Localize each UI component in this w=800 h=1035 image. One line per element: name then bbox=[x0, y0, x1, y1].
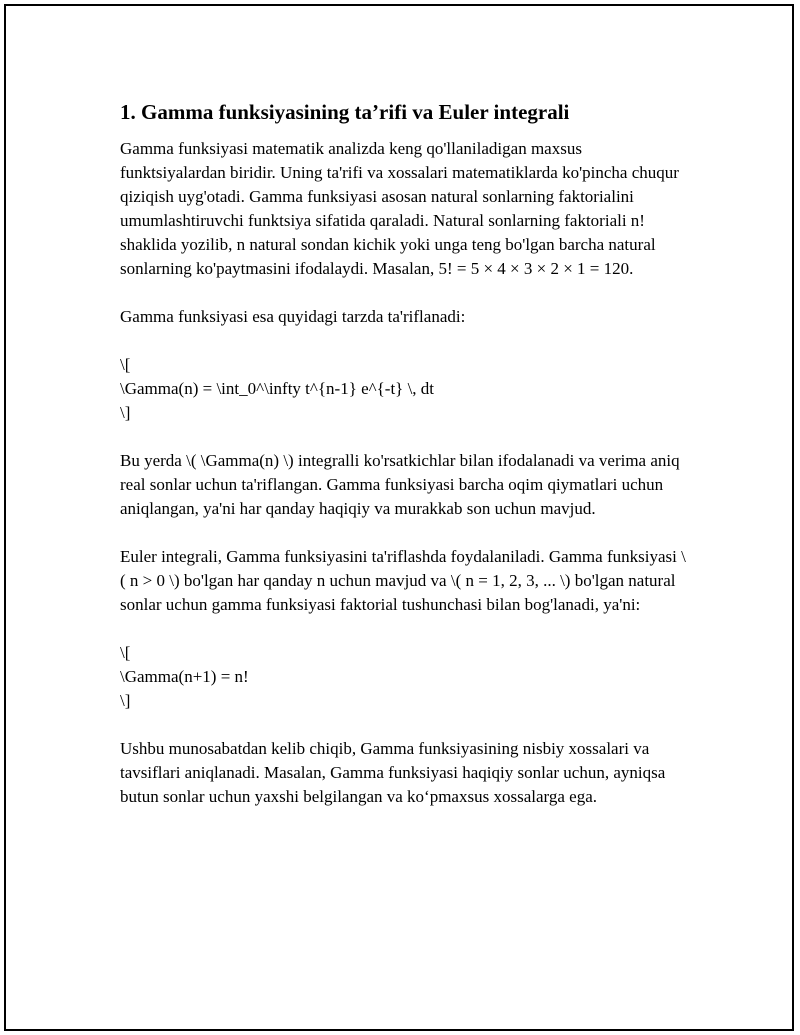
formula-body: \Gamma(n+1) = n! bbox=[120, 667, 249, 686]
formula-close-delimiter: \] bbox=[120, 691, 131, 710]
formula-open-delimiter: \[ bbox=[120, 643, 131, 662]
formula-body: \Gamma(n) = \int_0^\infty t^{n-1} e^{-t} \, dt bbox=[120, 379, 435, 398]
paragraph-explanation: Bu yerda \( \Gamma(n) \) integralli ko'rsatkichlar bilan ifodalanadi va verima aniq real sonlar uchun ta'riflangan. Gamma funksiyasi barcha oqim qiymatlari uchun aniqlangan, ya'ni har qanday haqiqiy va murakkab son uchun mavjud. bbox=[120, 451, 680, 518]
paragraph-euler-integral: Euler integrali, Gamma funksiyasini ta'riflashda foydalaniladi. Gamma funksiyasi \( n > 0 \) bo'lgan har qanday n uchun mavjud va \( n = 1, 2, 3, ... \) bo'lgan natural sonlar uchun gamma funksiyasi faktorial tushunchasi bilan bog'lanadi, ya'ni: bbox=[120, 547, 686, 614]
section-heading: 1. Gamma funksiyasining ta’rifi va Euler integrali bbox=[120, 100, 570, 124]
paragraph-intro: Gamma funksiyasi matematik analizda keng qo'llaniladigan maxsus funktsiyalardan biridir. Uning ta'rifi va xossalari matematiklarda ko'pincha chuqur qiziqish uyg'otadi. Gamma funksiyasi asosan natural sonlarning faktorialini umumlashtiruvchi funktsiya sifatida qaraladi. Natural sonlarning faktoriali n! shaklida yozilib, n natural sondan kichik yoki unga teng bo'lgan barcha natural sonlarning ko'paytmasini ifodalaydi. Masalan, 5! = 5 × 4 × 3 × 2 × 1 = 120. bbox=[120, 139, 679, 278]
formula-gamma-integral bbox=[120, 353, 688, 425]
formula-gamma-factorial bbox=[120, 641, 688, 713]
formula-open-delimiter: \[ bbox=[120, 355, 131, 374]
formula-close-delimiter: \] bbox=[120, 403, 131, 422]
paragraph-definition-lead: Gamma funksiyasi esa quyidagi tarzda ta'riflanadi: bbox=[120, 307, 466, 326]
paragraph-conclusion: Ushbu munosabatdan kelib chiqib, Gamma funksiyasining nisbiy xossalari va tavsiflari aniqlanadi. Masalan, Gamma funksiyasi haqiqiy sonlar uchun, ayniqsa butun sonlar uchun yaxshi belgilangan va ko‘pmaxsus xossalarga ega. bbox=[120, 739, 666, 806]
page-frame bbox=[4, 4, 794, 1031]
document-content bbox=[120, 99, 688, 833]
